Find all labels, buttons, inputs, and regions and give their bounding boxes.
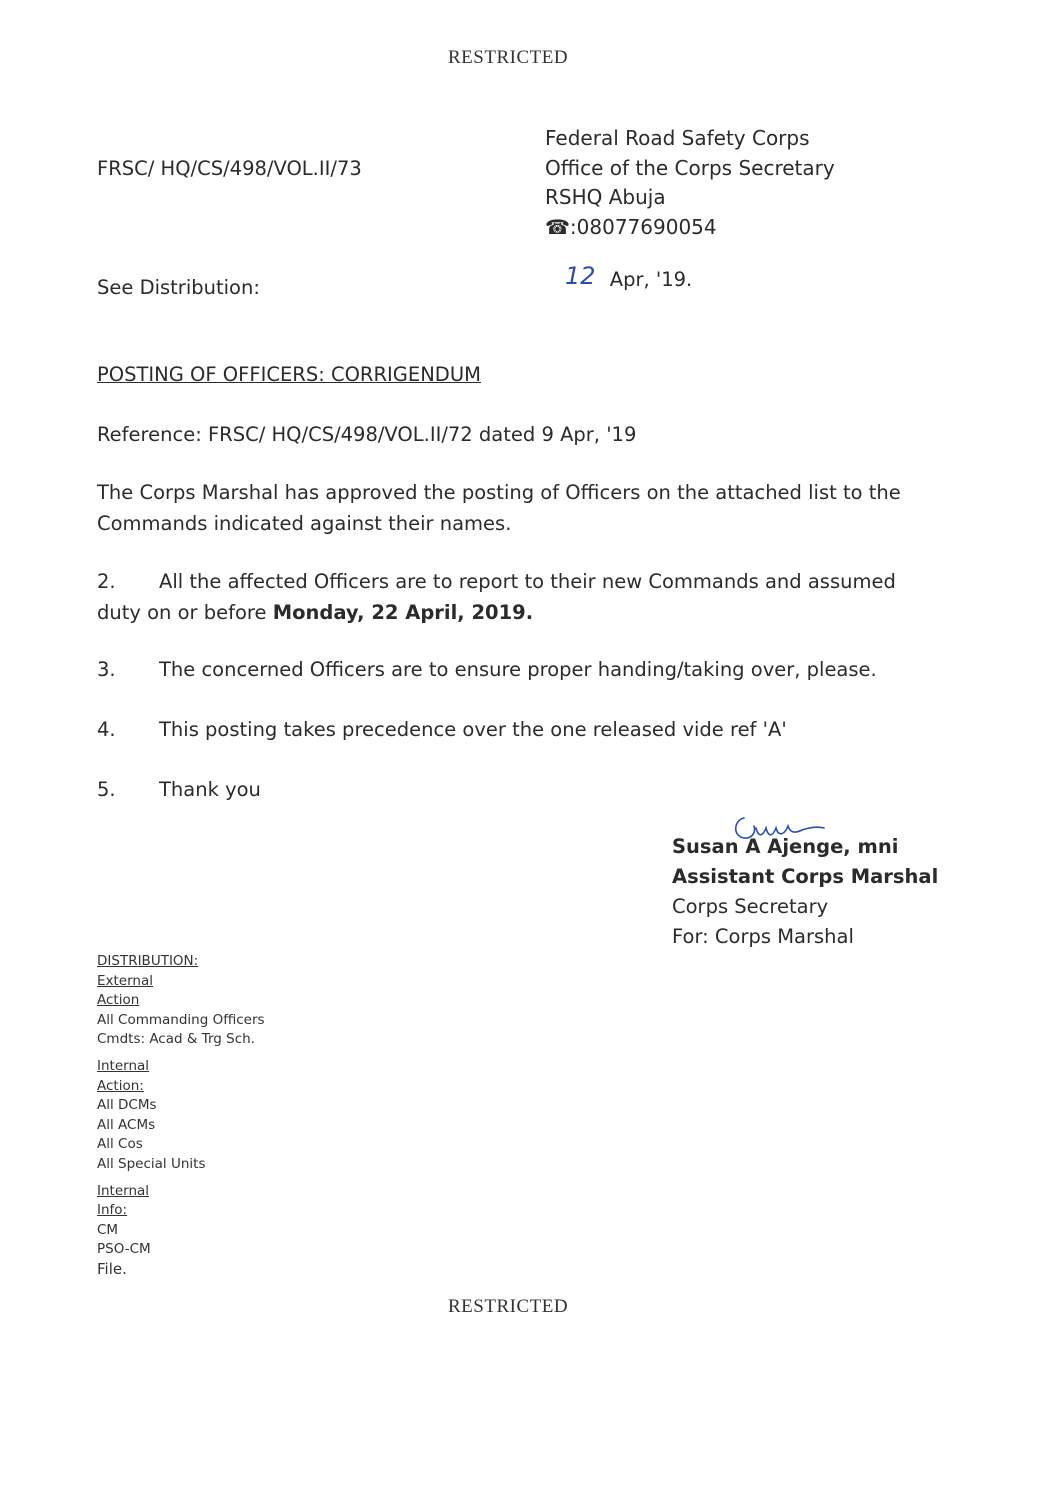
header-classification: RESTRICTED: [448, 47, 569, 68]
sender-address: [545, 124, 835, 242]
paragraph-3-text: The concerned Officers are to ensure proper handing/taking over, please.: [159, 658, 877, 681]
paragraph-5-text: Thank you: [159, 778, 261, 801]
footer-classification: RESTRICTED: [448, 1296, 569, 1317]
reference-line: Reference: FRSC/ HQ/CS/498/VOL.II/72 dated 9 Apr, '19: [97, 423, 637, 446]
date-day-handwritten: 12: [565, 262, 596, 290]
paragraph-4: [97, 718, 787, 741]
distribution-item: All DCMs: [97, 1097, 157, 1114]
distribution-item: All Special Units: [97, 1155, 206, 1172]
distribution-item: CM: [97, 1221, 119, 1238]
signatory-name: Susan A Ajenge, mni: [672, 835, 899, 858]
distribution-internal-action: Action:: [97, 1077, 144, 1094]
paragraph-2-text: All the affected Officers are to report to their new Commands and assumed duty on or before: [97, 570, 896, 624]
paragraph-5: [97, 778, 261, 801]
subject-heading: POSTING OF OFFICERS: CORRIGENDUM: [97, 363, 481, 386]
signatory-role: Corps Secretary: [672, 895, 829, 918]
paragraph-4-number: 4.: [97, 718, 116, 741]
address-line-location: RSHQ Abuja: [545, 185, 666, 209]
signatory-for: For: Corps Marshal: [672, 925, 854, 948]
distribution-item: Cmdts: Acad & Trg Sch.: [97, 1031, 255, 1048]
signatory-rank: Assistant Corps Marshal: [672, 865, 939, 888]
paragraph-1: The Corps Marshal has approved the posting of Officers on the attached list to the Commands indicated against their names.: [97, 481, 901, 535]
date-month-year: Apr, '19.: [609, 268, 693, 291]
distribution-list: [97, 952, 265, 1280]
paragraph-3-number: 3.: [97, 658, 116, 681]
distribution-item: All ACMs: [97, 1116, 156, 1133]
paragraph-3: [97, 658, 877, 681]
reference-number: FRSC/ HQ/CS/498/VOL.II/73: [97, 157, 362, 180]
address-line-org: Federal Road Safety Corps: [545, 126, 810, 150]
letter-date: [565, 262, 692, 290]
distribution-item: All Commanding Officers: [97, 1011, 265, 1028]
distribution-external: External: [97, 972, 154, 989]
signature-block: [672, 832, 938, 952]
distribution-item: All Cos: [97, 1136, 143, 1153]
distribution-title: DISTRIBUTION:: [97, 953, 199, 969]
distribution-item: PSO-CM: [97, 1241, 151, 1258]
distribution-internal-info-group: Internal: [97, 1182, 150, 1199]
distribution-internal-info: Info:: [97, 1202, 128, 1219]
distribution-internal: Internal: [97, 1057, 150, 1074]
report-deadline: Monday, 22 April, 2019.: [272, 601, 534, 624]
distribution-note: See Distribution:: [97, 276, 260, 299]
paragraph-4-text: This posting takes precedence over the one released vide ref 'A': [159, 718, 787, 741]
address-phone: ☎:08077690054: [545, 214, 717, 239]
distribution-file: File.: [97, 1259, 127, 1278]
address-line-office: Office of the Corps Secretary: [545, 155, 835, 180]
paragraph-5-number: 5.: [97, 778, 116, 801]
paragraph-2-number: 2.: [97, 570, 116, 593]
paragraph-2: [97, 566, 937, 628]
distribution-external-action: Action: [97, 992, 140, 1009]
